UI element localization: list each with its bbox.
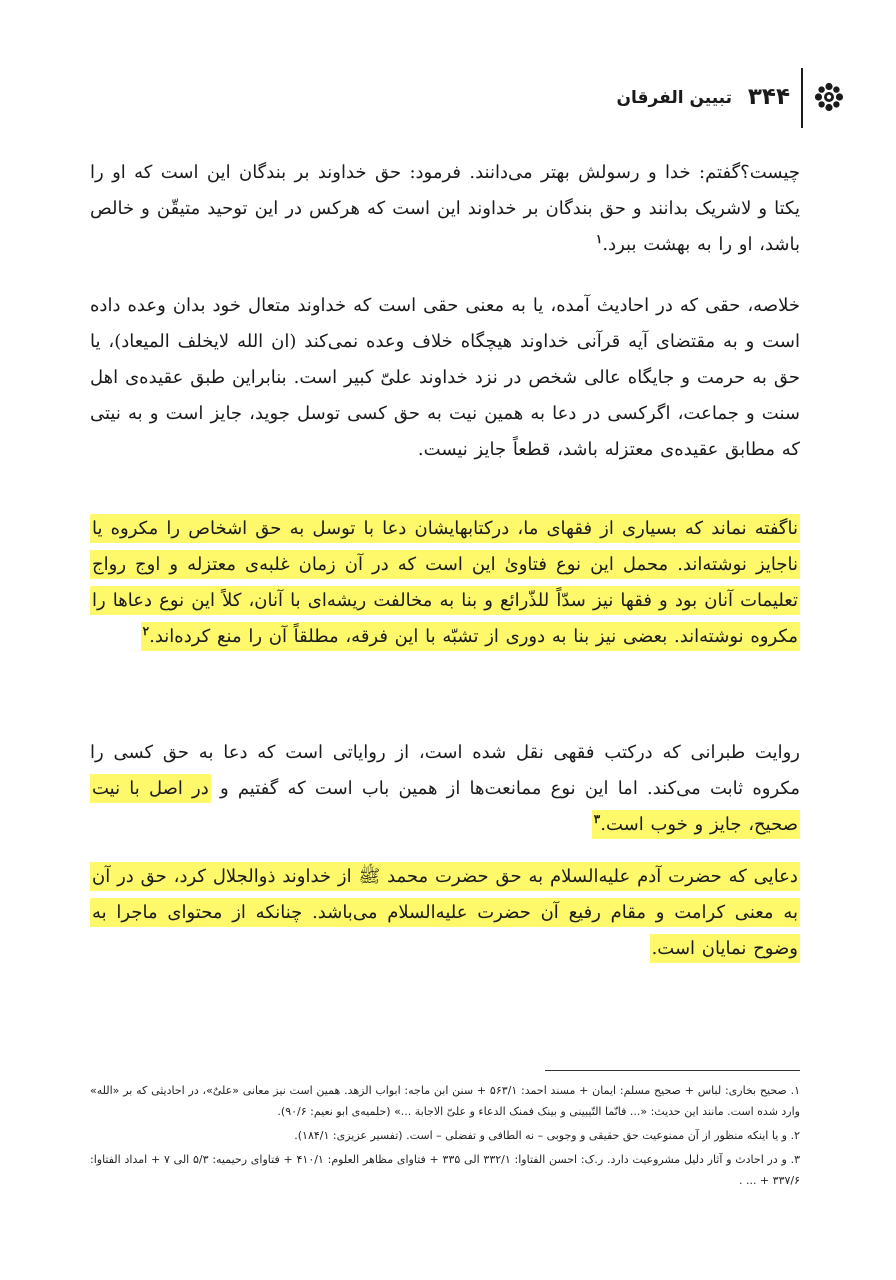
honorific-adam: علیه‌السلام — [550, 866, 631, 887]
paragraph-2-text: خلاصه، حقی که در احادیث آمده، یا به معنی حقی است که خداوند متعال خود بدان وعده داده است و به مقتضای آیه قرآنی خداوند هیچگاه خلاف وعده نمی‌کند (ان الله لایخلف المیعاد)، یا حق به حرمت و جایگاه عالی شخص در نزد خداوند علیّ کبیر است. بنابراین طبق عقیده‌ی اهل سنت و جماعت، اگرکسی در دعا به همین نیت به حق کسی توسل جوید، جایز است و به نیتی که مطابق عقیده‌ی معتزله باشد، قطعاً جایز نیست. — [90, 295, 800, 460]
honorific-prophet: علیه‌السلام — [387, 902, 468, 923]
paragraph-5-part-4: می‌باشد. چنانکه از محتوای ماجرا به وضوح نمایان است. — [92, 902, 798, 959]
footnote-ref-2: ۲ — [142, 624, 150, 638]
paragraph-4-highlight-text: در اصل با نیت صحیح، جایز و خوب است. — [92, 778, 798, 835]
page-number: ۳۴۴ — [747, 84, 790, 110]
paragraph-3-highlighted — [90, 511, 800, 655]
paragraph-4 — [90, 735, 800, 843]
paragraph-2 — [90, 288, 800, 468]
footnote-3: ۳. و در احادث و آثار دلیل مشروعیت دارد. ر.ک: احسن الفتاوا: ۳۳۲/۱ الی ۳۳۵ + فتاوای مظاهر العلوم: ۴۱۰/۱ + فتاوای رحیمیه: ۵/۳ الی ۷ + امداد الفتاوا: ۳۳۷/۶ + ... . — [90, 1153, 801, 1187]
footnote-divider — [545, 1070, 800, 1071]
paragraph-3-text: ناگفته نماند که بسیاری از فقهای ما، درکتابهایشان دعا با توسل به حق اشخاص را مکروه یا ناجایز نوشته‌اند. محمل این نوع فتاویٰ این است که در آن زمان غلبه‌ی معتزله و اوج رواج تعلیمات آنان بود و فقها نیز سدّاً للذّرائع و بنا به مخالفت ریشه‌ای با آنان، کلاً این نوع دعاها را مکروه نوشته‌اند. بعضی نیز بنا به دوری از تشبّه با این فرقه، مطلقاً آن را منع کرده‌اند. — [92, 518, 798, 647]
book-title: تبیین الفرقان — [616, 88, 732, 108]
paragraph-1-text: چیست؟گفتم: خدا و رسولش بهتر می‌دانند. فرمود: حق خداوند بر بندگان این است که او را یکتا و لاشریک بدانند و حق بندگان بر خداوند این است که هرکس در این توحید متیقّن و خالص باشد، او را به بهشت ببرد. — [90, 162, 800, 255]
paragraph-5-part-2: به حق حضرت محمد — [387, 866, 544, 887]
paragraph-4-text: روایت طبرانی که درکتب فقهی نقل شده است، از روایاتی است که دعا به حق کسی را مکروه ثابت می‌کند. اما این نوع ممانعت‌ها از همین باب است که گفتیم و — [90, 742, 800, 799]
highlight-span-3 — [90, 514, 800, 651]
footnotes — [90, 1080, 800, 1194]
footnote-ref-3: ۳ — [593, 812, 601, 826]
honorific-muhammad: ﷺ — [358, 866, 381, 887]
header-divider — [801, 68, 803, 128]
footnote-ref-1: ۱ — [595, 232, 603, 246]
page-header — [0, 68, 896, 128]
paragraph-5-highlighted — [90, 859, 800, 967]
paragraph-5-part-3: از خداوند ذوالجلال کرد، حق در آن به معنی کرامت و مقام رفیع آن حضرت — [92, 866, 798, 923]
footnote-2: ۲. و یا اینکه منظور از آن ممنوعیت حق حقیقی و وجوبی – نه الطافی و تفضلی – است. (تفسیر عزیزی: ۱۸۴/۱). — [294, 1129, 800, 1142]
highlight-span-5 — [90, 862, 800, 963]
footnote-1: ۱. صحیح بخاری: لباس + صحیح مسلم: ایمان + مسند احمد: ۵۶۳/۱ + سنن ابن ماجه: ابواب الزهد. همین است نیز معانی «علیٌ»، در احادیثی که بر «الله» وارد شده است. مانند این حدیث: «... فانّما التّیبینی و بینک فمنک الدعاء و علیّ الاجابة ...» (حلمیه‌ی ابو نعیم: ۹۰/۶). — [90, 1084, 800, 1118]
paragraph-1 — [90, 155, 800, 263]
rosette-icon — [814, 82, 844, 112]
paragraph-5-part-1: دعایی که حضرت آدم — [637, 866, 798, 887]
